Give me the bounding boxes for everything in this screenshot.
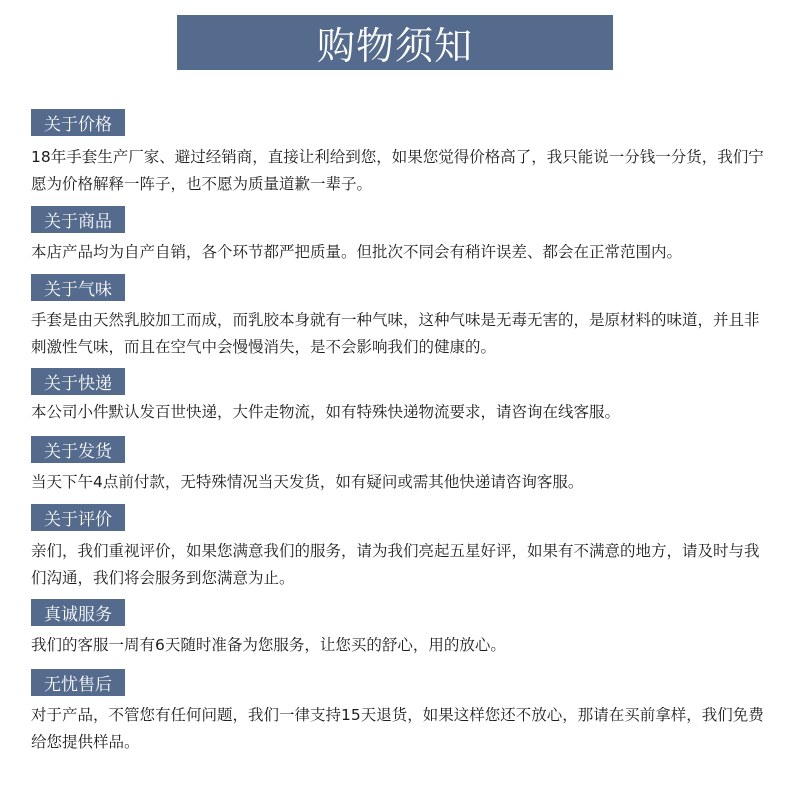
section-text-smell: 手套是由天然乳胶加工而成，而乳胶本身就有一种气味，这种气味是无毒无害的，是原材料的味道，并且非刺激性气味，而且在空气中会慢慢消失，是不会影响我们的健康的。 [31,311,760,356]
section-tag-shipping: 关于发货 [31,436,125,463]
section-tag-smell: 关于气味 [31,274,125,301]
section-tag-service: 真诚服务 [31,599,125,626]
section-text-express: 本公司小件默认发百世快递，大件走物流，如有特殊快递物流要求，请咨询在线客服。 [31,403,621,421]
section-tag-product: 关于商品 [31,206,125,233]
section-text-product: 本店产品均为自产自销，各个环节都严把质量。但批次不同会有稍许误差、都会在正常范围内。 [31,243,683,261]
section-tag-express: 关于快递 [31,368,125,395]
page-title: 购物须知 [177,15,613,70]
section-tag-review: 关于评价 [31,504,125,531]
section-text-review: 亲们，我们重视评价，如果您满意我们的服务，请为我们亮起五星好评，如果有不满意的地方，请及时与我们沟通，我们将会服务到您满意为止。 [31,542,760,587]
section-text-aftersale: 对于产品，不管您有任何问题，我们一律支持15天退货，如果这样您还不放心，那请在买前拿样，我们免费给您提供样品。 [31,706,764,751]
section-tag-price: 关于价格 [31,109,125,136]
section-text-price: 18年手套生产厂家、避过经销商，直接让利给到您，如果您觉得价格高了，我只能说一分钱一分货，我们宁愿为价格解释一阵子，也不愿为质量道歉一辈子。 [31,148,764,193]
section-text-service: 我们的客服一周有6天随时准备为您服务，让您买的舒心，用的放心。 [31,636,506,654]
section-tag-aftersale: 无忧售后 [31,669,125,696]
section-text-shipping: 当天下午4点前付款，无特殊情况当天发货，如有疑问或需其他快递请咨询客服。 [31,473,584,491]
